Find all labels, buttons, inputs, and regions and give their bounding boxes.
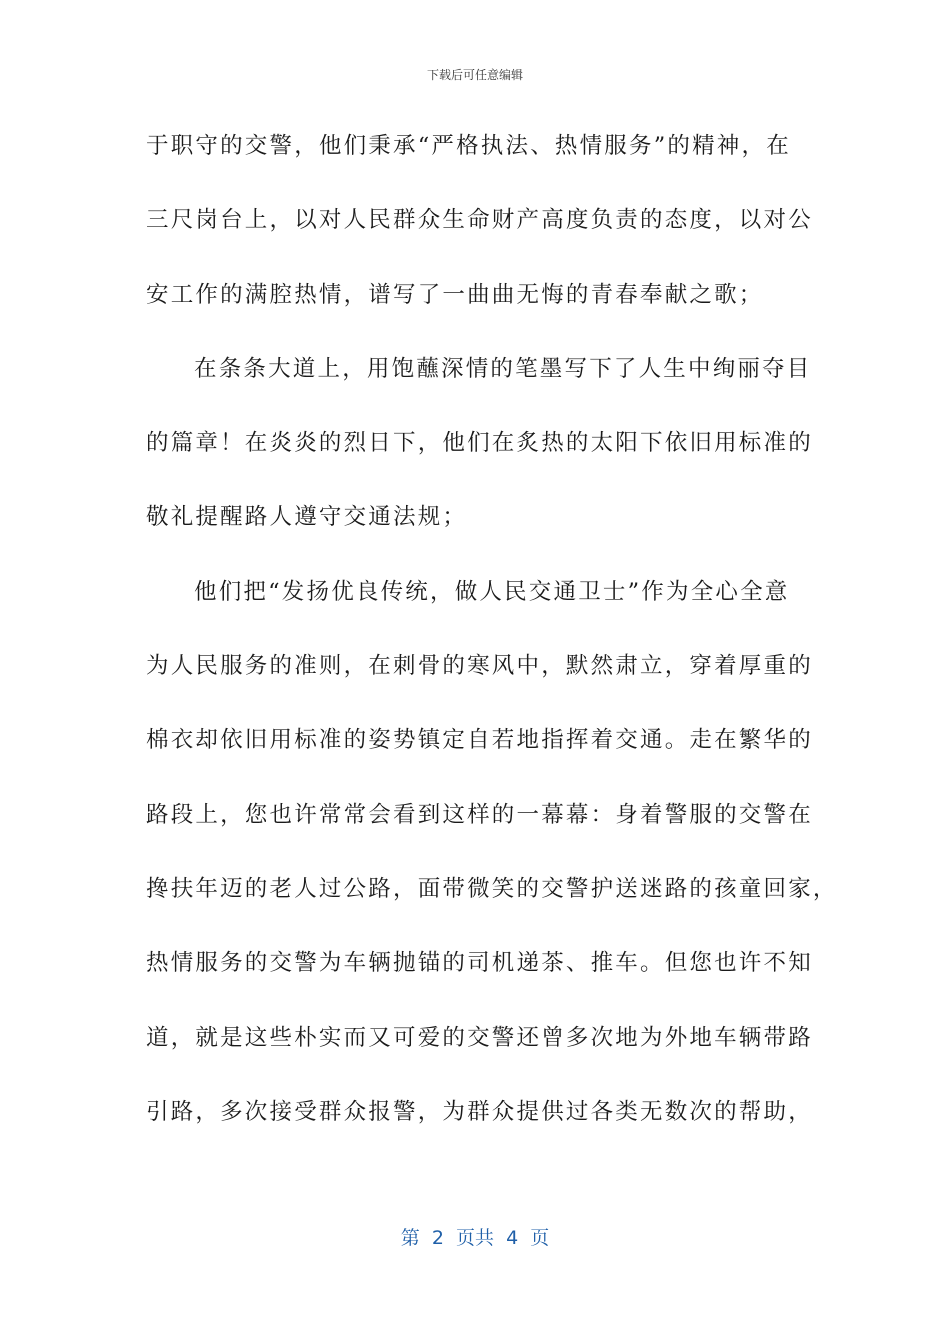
text-line: 安工作的满腔热情，谱写了一曲曲无悔的青春奉献之歌； — [146, 281, 764, 308]
text-line: 于职守的交警，他们秉承“严格执法、热情服务”的精神，在 — [146, 133, 791, 159]
document-body — [146, 122, 838, 1162]
text-line: 引路，多次接受群众报警，为群众提供过各类无数次的帮助， — [146, 1098, 813, 1125]
page-number-footer: 第 2 页共 4 页 — [400, 1227, 550, 1249]
paragraph-first-line: 在条条大道上，用饱蘸深情的笔墨写下了人生中绚丽夺目 — [194, 355, 812, 382]
paragraph-first-line: 他们把“发扬优良传统，做人民交通卫士”作为全心全意 — [194, 578, 790, 605]
text-line: 敬礼提醒路人遵守交通法规； — [146, 504, 468, 531]
text-line: 热情服务的交警为车辆抛锚的司机递茶、推车。但您也许不知 — [146, 950, 813, 977]
text-line: 道，就是这些朴实而又可爱的交警还曾多次地为外地车辆带路 — [146, 1024, 813, 1051]
text-line: 的篇章！在炎炎的烈日下，他们在炙热的太阳下依旧用标准的 — [146, 430, 813, 457]
text-line: 三尺岗台上，以对人民群众生命财产高度负责的态度，以对公 — [146, 207, 813, 234]
text-line: 搀扶年迈的老人过公路，面带微笑的交警护送迷路的孩童回家， — [146, 875, 838, 902]
text-line: 棉衣却依旧用标准的姿势镇定自若地指挥着交通。走在繁华的 — [146, 727, 813, 754]
text-line: 路段上，您也许常常会看到这样的一幕幕：身着警服的交警在 — [146, 801, 813, 828]
text-line: 为人民服务的准则，在刺骨的寒风中，默然肃立，穿着厚重的 — [146, 653, 813, 680]
page-header: 下载后可任意编辑 — [426, 68, 523, 82]
